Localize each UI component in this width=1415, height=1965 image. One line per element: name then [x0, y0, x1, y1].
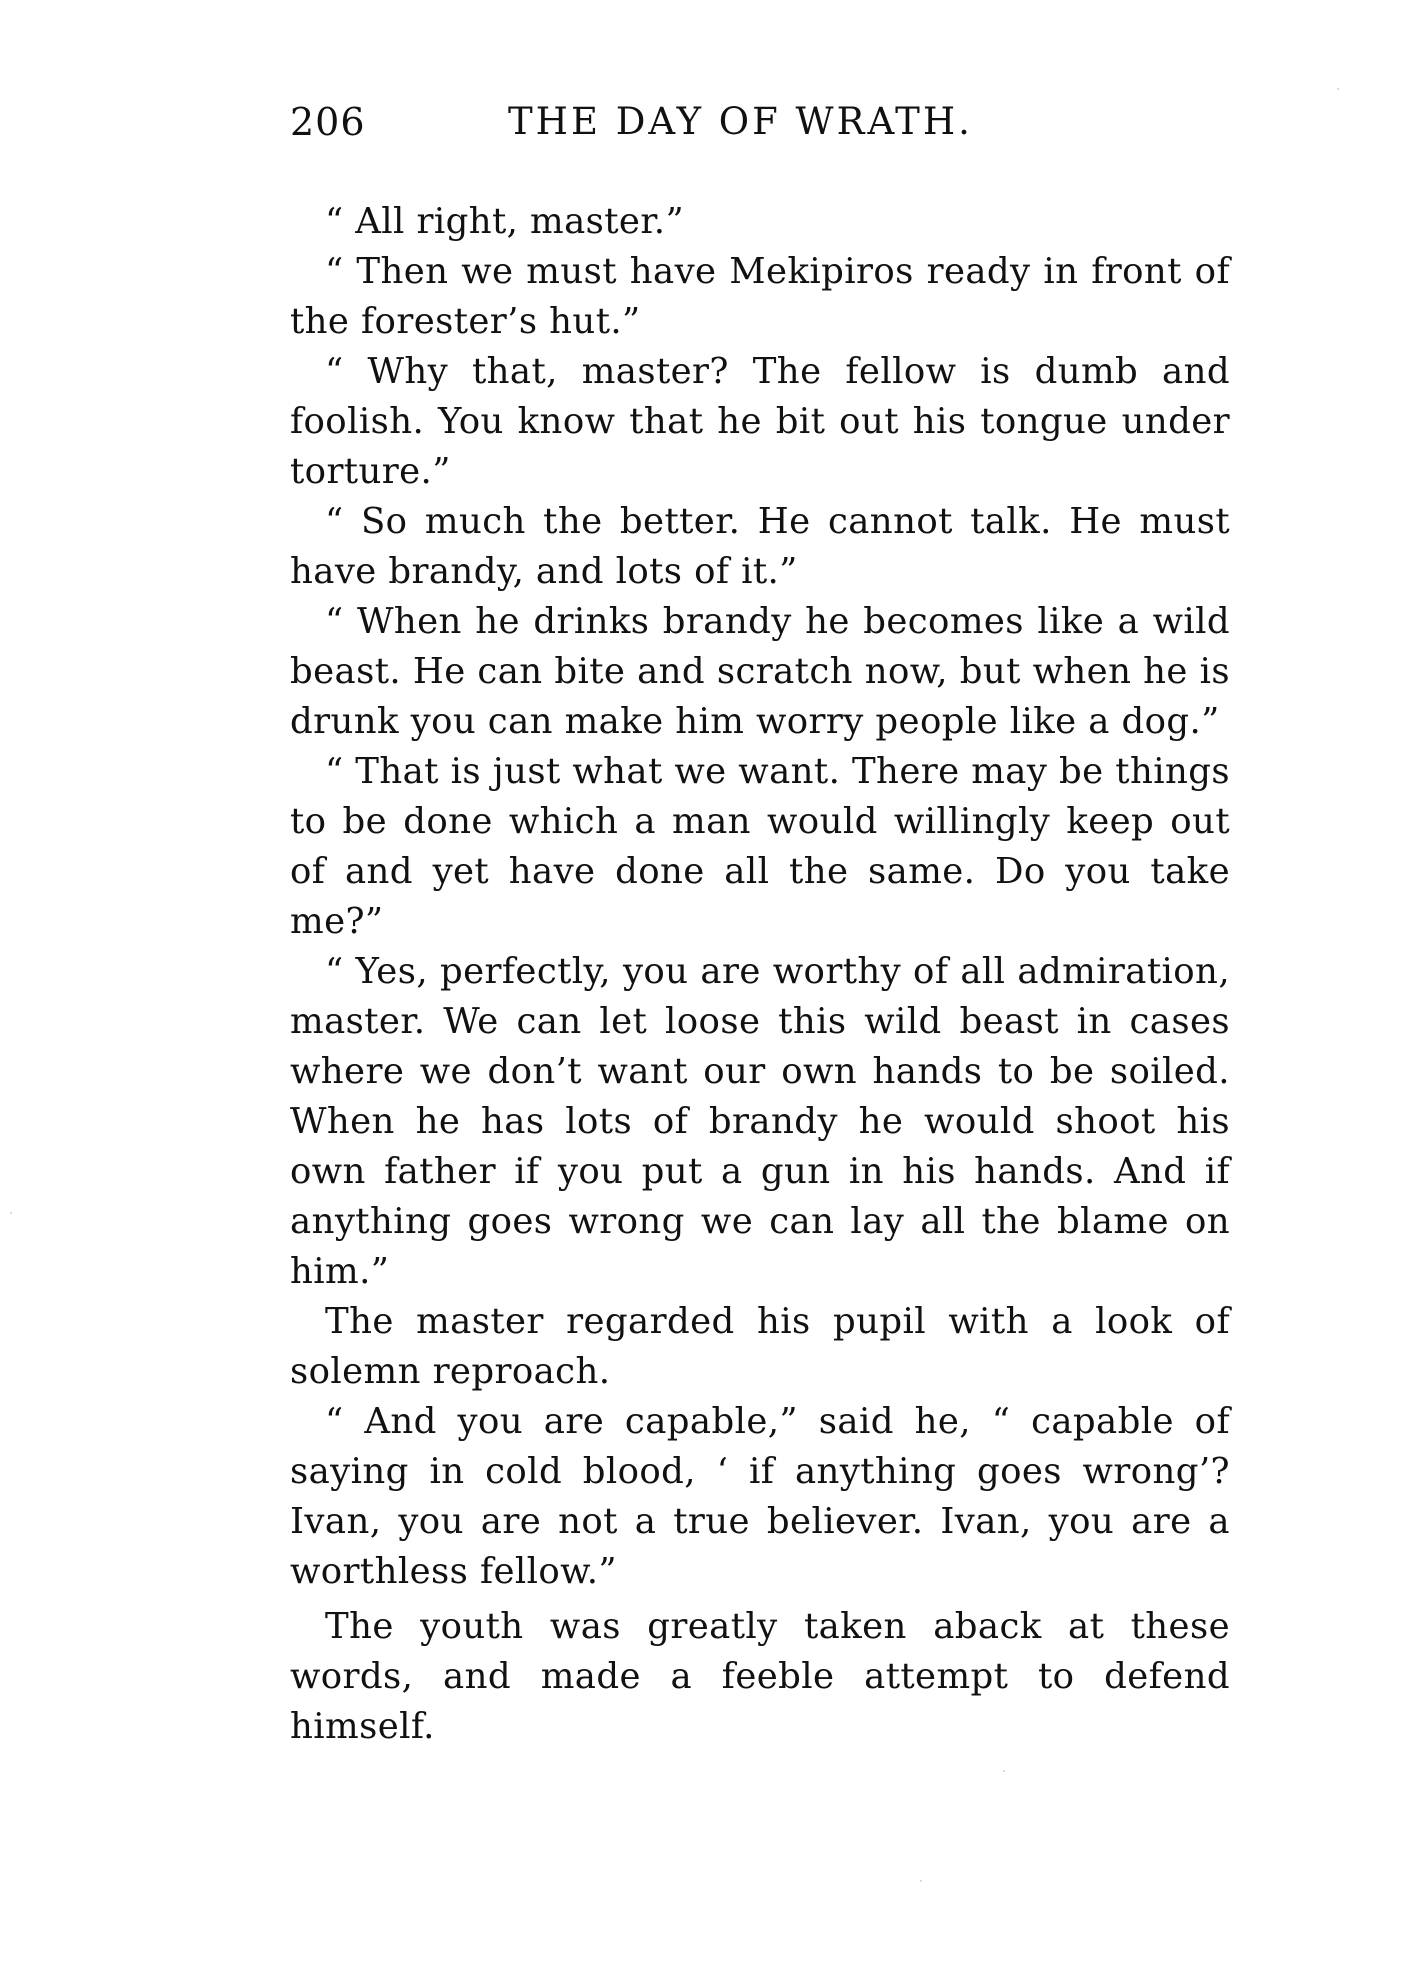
- paragraph: “ All right, master.”: [325, 201, 685, 242]
- scan-speck: [1003, 1770, 1005, 1772]
- scan-speck: [1337, 88, 1339, 90]
- page-header: [290, 100, 1230, 160]
- paragraph: The master regarded his pupil with a look of solemn reproach.: [290, 1301, 1230, 1392]
- paragraph: “ Then we must have Mekipiros ready in front of the forester’s hut.”: [290, 251, 1230, 342]
- paragraph: “ So much the better. He cannot talk. He must have brandy, and lots of it.”: [290, 501, 1230, 592]
- paragraph: “ Yes, perfectly, you are worthy of all admiration, master. We can let loose this wild beast in cases where we don’t want our own hands to be soiled. When he has lots of brandy he would shoot his own father if you put a gun in his hands. And if anything goes wrong we can lay all the blame on him.”: [290, 951, 1230, 1292]
- body-text: [290, 197, 1230, 1752]
- running-title: THE DAY OF WRATH.: [508, 100, 973, 143]
- scan-speck: [10, 1212, 12, 1214]
- paragraph: “ When he drinks brandy he becomes like a wild beast. He can bite and scratch now, but when he is drunk you can make him worry people like a dog.”: [290, 601, 1230, 742]
- paragraph: “ That is just what we want. There may be things to be done which a man would willingly keep out of and yet have done all the same. Do you take me?”: [290, 751, 1230, 942]
- scan-speck: [920, 1880, 922, 1882]
- paragraph: The youth was greatly taken aback at these words, and made a feeble attempt to defend himself.: [290, 1606, 1230, 1747]
- page-number: 206: [290, 100, 366, 144]
- paragraph: “ And you are capable,” said he, “ capable of saying in cold blood, ‘ if anything goes wrong’? Ivan, you are not a true believer. Ivan, you are a worthless fellow.”: [290, 1401, 1230, 1592]
- paragraph: “ Why that, master? The fellow is dumb and foolish. You know that he bit out his tongue under torture.”: [290, 351, 1230, 492]
